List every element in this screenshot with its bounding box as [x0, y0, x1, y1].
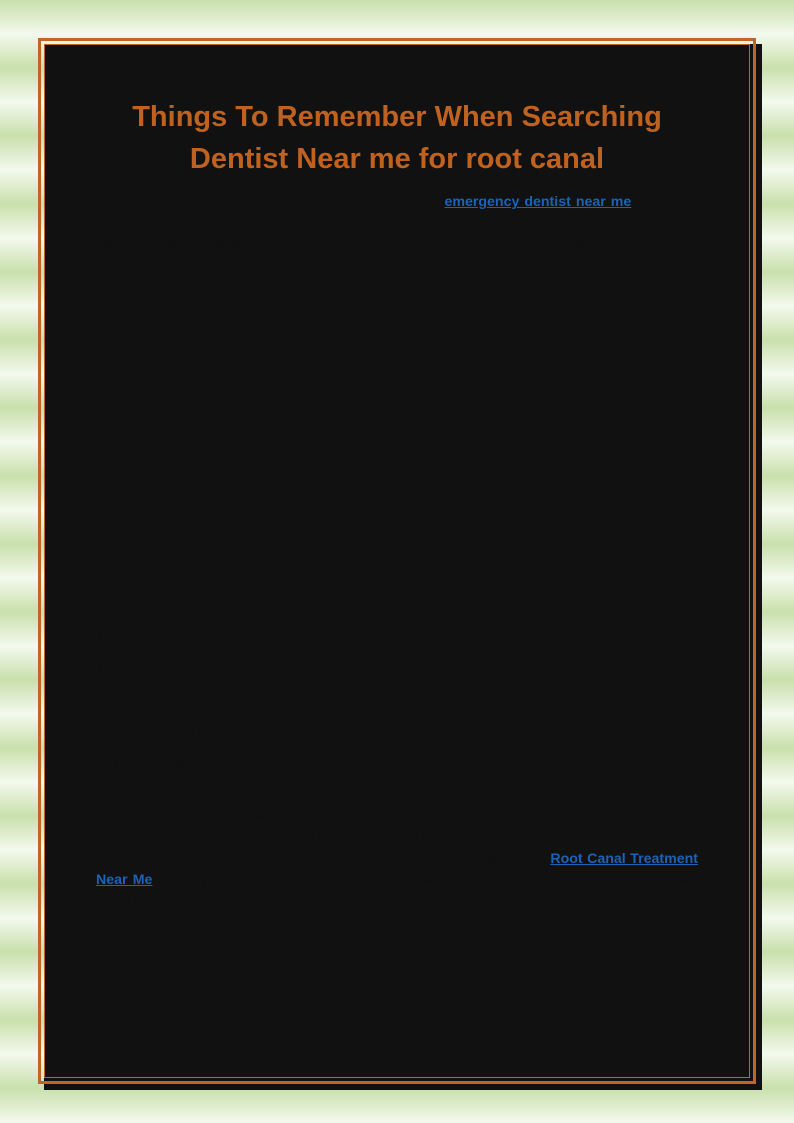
document-body — [96, 96, 698, 912]
section-2-heading: 2. The offered services — [96, 756, 240, 773]
section-2-text-2: expert in one or some practice areas. Others provide a great variety of services all in similar location. These days, the latter choice has turn into very famous. Most of the families find it suitable to be able to have all their dental requirements serviced under just one place. When you are searching a — [96, 787, 698, 867]
intro-bold-1: Porcelain Fillings Houston — [308, 236, 491, 253]
intro-bold-2: Cosmetic Fillings Teeth Houston — [96, 257, 698, 295]
section-1-bold-1: BPA Free Fillings Houston — [108, 682, 287, 699]
section-1-text-2: dentist apart is their accreditation and experience. Patients have to learn how more a specific dentist has been in the practice and whether they are an attributed member of the Dental Association or not. — [96, 682, 698, 741]
section-1-heading: 1. Experience of The dentist — [96, 630, 273, 647]
section-2-paragraph — [96, 785, 698, 912]
intro-text-3: clinic. Here are some important things that you must research before selecting a particular dental — [96, 236, 699, 274]
intro-text-4: office: — [153, 278, 196, 295]
section-2-bold-1: Emergency Root Canal Near Me — [209, 787, 438, 804]
title-line-2: Dentist Near me for root canal — [189, 143, 605, 175]
section-2-text-3: office, you should confirm to research what type of and how many services they are going to provide. — [96, 872, 698, 910]
section-1-paragraph — [96, 659, 698, 744]
emergency-dentist-link[interactable]: emergency dentist near me — [444, 194, 632, 210]
intro-paragraph — [96, 192, 698, 298]
document-title — [96, 96, 698, 180]
section-1-text-1: These days, there are more than a few dentists in every area. One important thing that can set a — [96, 661, 698, 699]
intro-text-2: to service dental needs of their family. There are a lot of important factors for these families to remember when choosing a family practice — [96, 194, 698, 253]
section-2-text-1: Some clinics for — [96, 787, 210, 804]
blank-image-area — [96, 298, 698, 628]
root-canal-treatment-link[interactable]: Root Canal Treatment Near Me — [96, 850, 698, 889]
intro-text-1: These days, there are so many people that searching — [96, 194, 445, 210]
title-line-1: Things To Remember When Searching — [132, 101, 662, 133]
